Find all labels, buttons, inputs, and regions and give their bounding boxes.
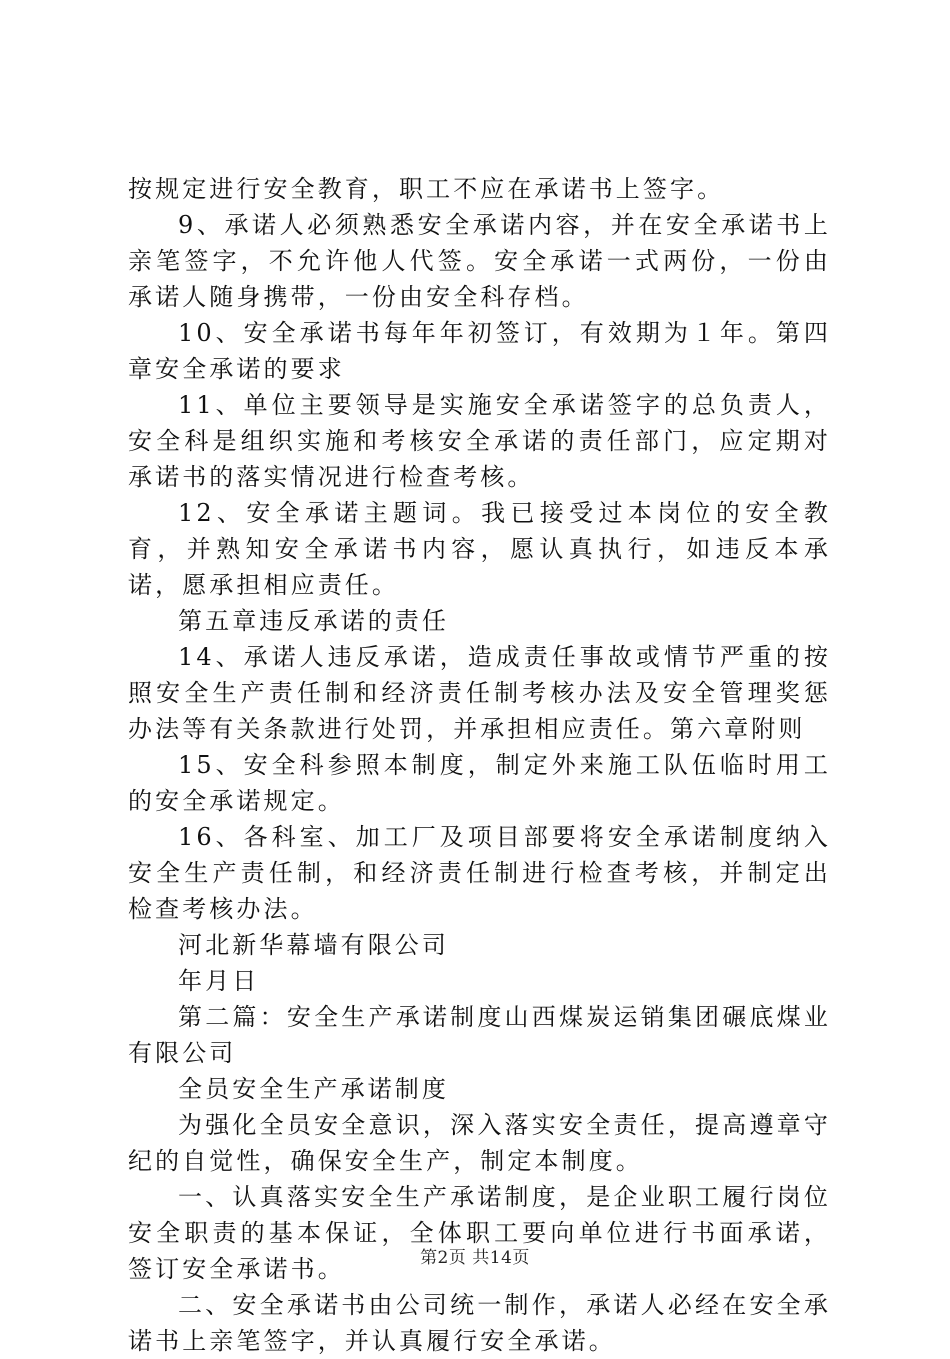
paragraph-3: 10、安全承诺书每年年初签订，有效期为１年。第四章安全承诺的要求	[128, 319, 831, 383]
part-two-heading: 第二篇：安全生产承诺制度山西煤炭运销集团碾底煤业有限公司	[128, 1003, 831, 1067]
page-number-footer: 第2页 共14页	[420, 1248, 530, 1268]
paragraph-1: 按规定进行安全教育，职工不应在承诺书上签字。	[128, 175, 725, 203]
paragraph-2: 9、承诺人必须熟悉安全承诺内容，并在安全承诺书上亲笔签字，不允许他人代签。安全承诺一式两份，一份由承诺人随身携带，一份由安全科存档。	[128, 211, 831, 311]
document-body	[128, 171, 831, 1359]
paragraph-7: 14、承诺人违反承诺，造成责任事故或情节严重的按照安全生产责任制和经济责任制考核办法及安全管理奖惩办法等有关条款进行处罚，并承担相应责任。第六章附则	[128, 643, 831, 743]
paragraph-14: 为强化全员安全意识，深入落实安全责任，提高遵章守纪的自觉性，确保安全生产，制定本制度。	[128, 1111, 831, 1175]
paragraph-16: 二、安全承诺书由公司统一制作，承诺人必经在安全承诺书上亲笔签字，并认真履行安全承诺。	[128, 1291, 831, 1355]
paragraph-8: 15、安全科参照本制度，制定外来施工队伍临时用工的安全承诺规定。	[128, 751, 831, 815]
date-line: 年月日	[178, 967, 260, 995]
paragraph-4: 11、单位主要领导是实施安全承诺签字的总负责人，安全科是组织实施和考核安全承诺的责任部门，应定期对承诺书的落实情况进行检查考核。	[128, 391, 831, 491]
regulation-title: 全员安全生产承诺制度	[178, 1075, 449, 1103]
paragraph-5: 12、安全承诺主题词。我已接受过本岗位的安全教育，并熟知安全承诺书内容，愿认真执行，如违反本承诺，愿承担相应责任。	[128, 499, 831, 599]
company-signature: 河北新华幕墙有限公司	[178, 931, 449, 959]
paragraph-9: 16、各科室、加工厂及项目部要将安全承诺制度纳入安全生产责任制，和经济责任制进行检查考核，并制定出检查考核办法。	[128, 823, 831, 923]
paragraph-15: 一、认真落实安全生产承诺制度，是企业职工履行岗位安全职责的基本保证，全体职工要向单位进行书面承诺，签订安全承诺书。	[128, 1183, 831, 1283]
section-heading-chapter-5: 第五章违反承诺的责任	[178, 607, 449, 635]
